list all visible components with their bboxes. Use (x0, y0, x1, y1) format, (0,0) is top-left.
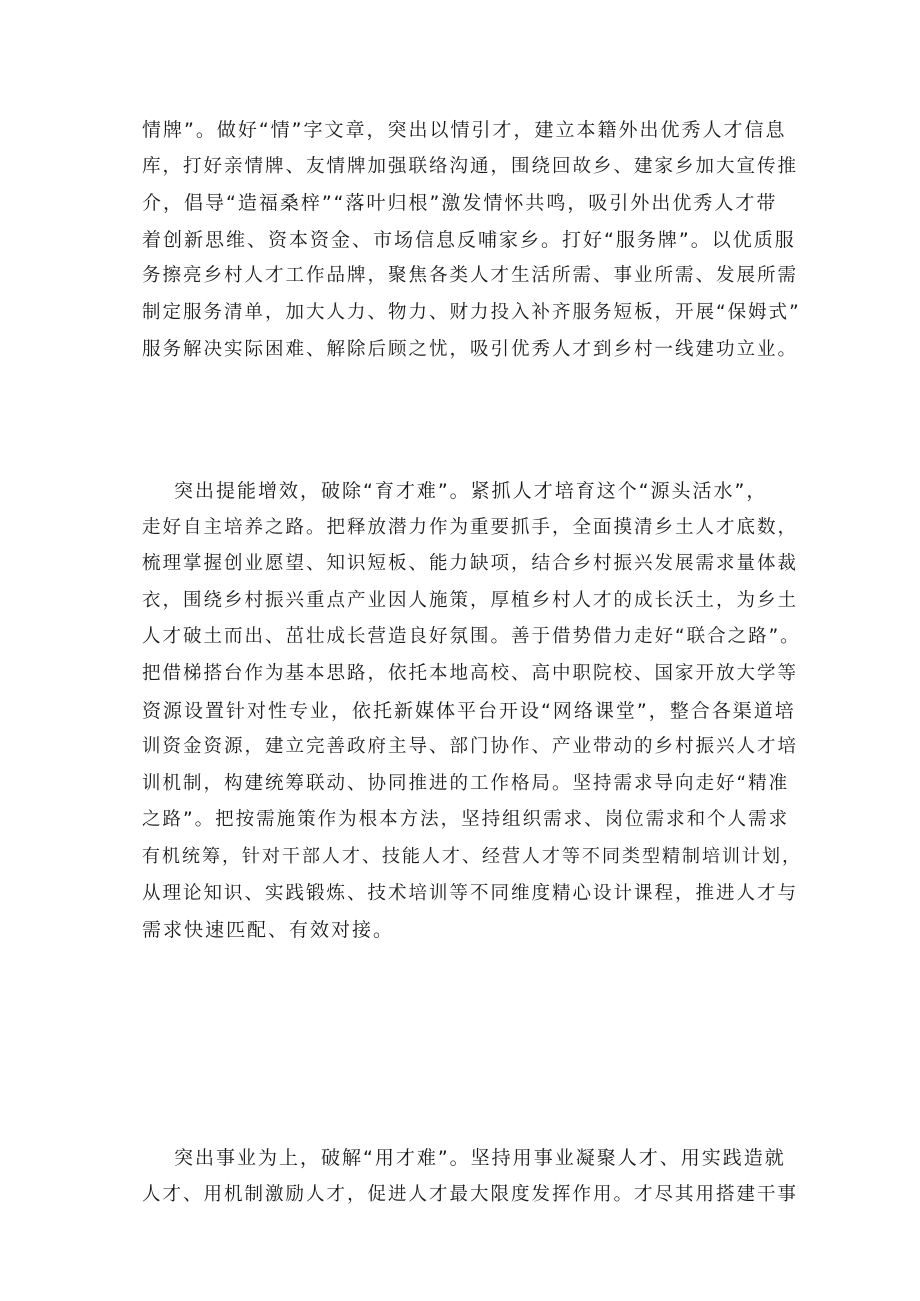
text-line: 务擦亮乡村人才工作品牌，聚焦各类人才生活所需、事业所需、发展所需 (142, 265, 799, 287)
text-line: 人才破土而出、茁壮成长营造良好氛围。善于借势借力走好“联合之路”。 (142, 626, 801, 648)
text-line: 之路”。把按需施策作为根本方法，坚持组织需求、岗位需求和个人需求 (142, 809, 790, 831)
text-line: 情牌”。做好“情”字文章，突出以情引才，建立本籍外出优秀人才信息 (142, 119, 787, 141)
text-line: 资源设置针对性专业，依托新媒体平台开设“网络课堂”，整合各渠道培 (142, 699, 796, 722)
paragraph-1 (142, 112, 802, 368)
paragraph-3 (142, 1140, 802, 1213)
text-line: 制定服务清单，加大人力、物力、财力投入补齐服务短板，开展“保姆式” (142, 301, 801, 323)
text-line: 库，打好亲情牌、友情牌加强联络沟通，围绕回故乡、建家乡加大宣传推 (142, 155, 799, 177)
text-line: 训资金资源，建立完善政府主导、部门协作、产业带动的乡村振兴人才培 (142, 736, 799, 758)
text-line: 把借梯搭台作为基本思路，依托本地高校、高中职院校、国家开放大学等 (142, 662, 799, 684)
text-line: 有机统筹，针对干部人才、技能人才、经营人才等不同类型精制培训计划， (142, 845, 802, 867)
text-line: 需求快速匹配、有效对接。 (142, 919, 395, 942)
text-line: 服务解决实际困难、解除后顾之忧，吸引优秀人才到乡村一线建功立业。 (142, 338, 799, 360)
text-line: 衣，围绕乡村振兴重点产业因人施策，厚植乡村人才的成长沃土，为乡土 (142, 589, 799, 611)
text-line: 梳理掌握创业愿望、知识短板、能力缺项，结合乡村振兴发展需求量体裁 (142, 553, 799, 575)
text-line: 人才、用机制激励人才，促进人才最大限度发挥作用。才尽其用搭建干事 (142, 1183, 799, 1205)
text-line: 介，倡导“造福桑梓”“落叶归根”激发情怀共鸣，吸引外出优秀人才带 (142, 192, 778, 215)
text-line-first: 突出提能增效，破除“育才难”。紧抓人才培育这个“源头活水”， (174, 480, 768, 502)
paragraph-2 (142, 473, 802, 949)
text-line: 走好自主培养之路。把释放潜力作为重要抓手，全面摸清乡土人才底数， (142, 516, 799, 538)
text-line: 从理论知识、实践锻炼、技术培训等不同维度精心设计课程，推进人才与 (142, 882, 799, 904)
text-line: 训机制，构建统筹联动、协同推进的工作格局。坚持需求导向走好“精准 (142, 772, 790, 794)
text-line-first: 突出事业为上，破解“用才难”。坚持用事业凝聚人才、用实践造就 (174, 1147, 786, 1169)
text-line: 着创新思维、资本资金、市场信息反哺家乡。打好“服务牌”。以优质服 (142, 228, 796, 251)
